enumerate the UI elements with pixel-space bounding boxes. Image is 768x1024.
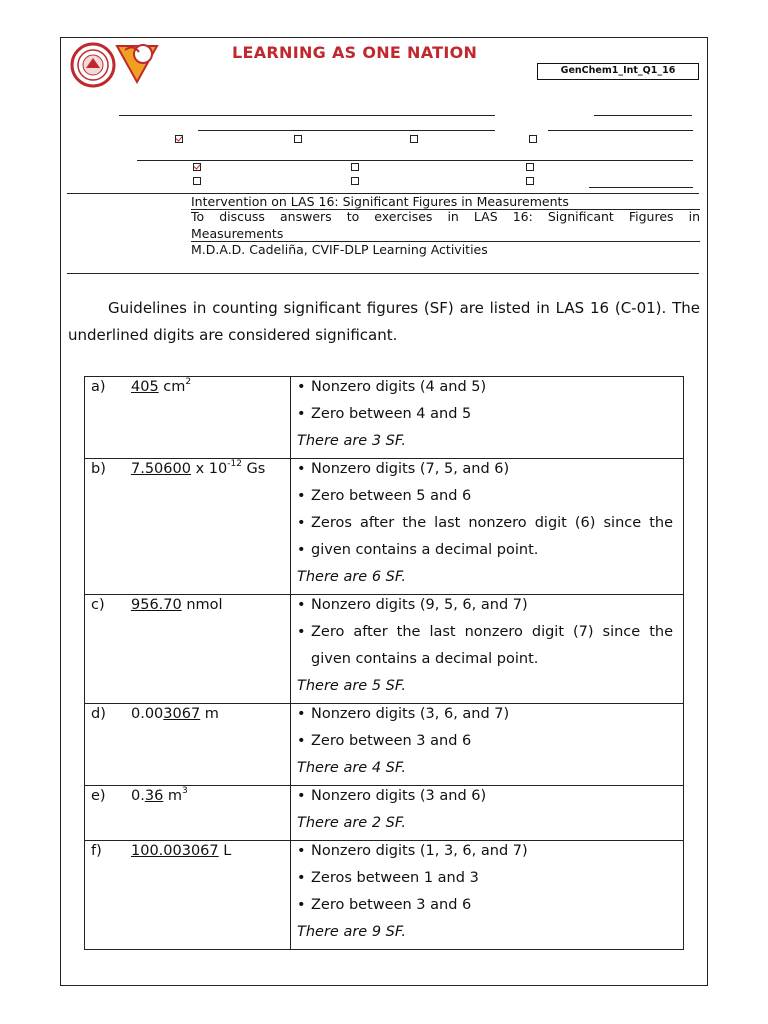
intro-paragraph: Guidelines in counting significant figures (SF) are listed in LAS 16 (C-01). The underlined digits are considered significant.: [68, 299, 700, 344]
table-text: [131, 786, 290, 813]
sf-total: There are 4 SF.: [297, 760, 406, 776]
significant-digits: 3067: [163, 706, 201, 722]
table-text: 0.00: [131, 706, 164, 722]
table-text: [85, 841, 290, 868]
table-text: [85, 595, 290, 622]
table-text: L: [218, 843, 232, 859]
sf-table: [84, 376, 684, 950]
document-code: GenChem1_Int_Q1_16: [537, 63, 699, 80]
table-row: [85, 595, 684, 704]
table-text: [131, 377, 290, 404]
exponent: -12: [227, 459, 242, 470]
table-text: Gs: [241, 461, 266, 477]
checkbox[interactable]: [351, 163, 359, 171]
table-text: [131, 595, 290, 622]
sf-reason: • Zeros after the last nonzero digit (6) since the: [297, 513, 673, 540]
table-cell: [291, 786, 684, 841]
exponent: 2: [185, 377, 192, 388]
checkbox[interactable]: [193, 163, 201, 171]
school-seal-logo: [70, 42, 116, 88]
table-cell: [85, 377, 291, 459]
table-cell: [291, 377, 684, 459]
checkbox[interactable]: [410, 135, 418, 143]
sf-reason: • Nonzero digits (3, 6, and 7): [297, 704, 673, 731]
sf-reason: • Zeros between 1 and 3: [297, 868, 673, 895]
table-text: [85, 786, 290, 813]
table-row: [85, 459, 684, 595]
table-cell: [85, 459, 291, 595]
sf-reason: • Zero after the last nonzero digit (7) since the: [297, 622, 673, 649]
table-text: [131, 704, 290, 731]
significant-digits: 100.003067: [131, 843, 219, 859]
table-cell: [291, 704, 684, 786]
form-line: [119, 115, 495, 116]
table-text: [131, 841, 290, 868]
table-text: m: [163, 788, 183, 804]
sf-total: There are 2 SF.: [297, 815, 406, 831]
table-text: [85, 459, 290, 486]
table-text: [85, 704, 290, 731]
form-line: [67, 273, 699, 274]
table-row: [85, 377, 684, 459]
form-line: [589, 187, 693, 188]
item-letter: c): [91, 597, 105, 613]
table-text: given contains a decimal point.: [311, 651, 539, 667]
lesson-title: Intervention on LAS 16: Significant Figures in Measurements: [191, 194, 569, 209]
lesson-objective: To discuss answers to exercises in LAS 16: Significant Figures in: [191, 209, 700, 224]
table-text: 0.: [131, 788, 145, 804]
form-line: [198, 130, 495, 131]
table-cell: [291, 595, 684, 704]
item-letter: b): [91, 461, 106, 477]
item-letter: e): [91, 788, 106, 804]
sf-reason: [297, 540, 673, 567]
checkbox[interactable]: [294, 135, 302, 143]
form-line: [548, 130, 693, 131]
lesson-reference: M.D.A.D. Cadeliña, CVIF-DLP Learning Activities: [191, 242, 488, 257]
sf-reason: • Zero between 4 and 5: [297, 404, 673, 431]
item-letter: f): [91, 843, 102, 859]
sf-reason: • Zero between 3 and 6: [297, 895, 673, 922]
exponent: 3: [182, 786, 188, 797]
table-cell: [291, 841, 684, 950]
lesson-objective-cont: Measurements: [191, 226, 284, 241]
item-letter: d): [91, 706, 106, 722]
sf-reason: • Zero between 5 and 6: [297, 486, 673, 513]
table-text: cm: [158, 379, 186, 395]
table-cell: [85, 595, 291, 704]
sf-reason: • Nonzero digits (3 and 6): [297, 786, 673, 813]
significant-digits: 7.50600: [131, 461, 191, 477]
table-cell: [85, 704, 291, 786]
cvif-dlp-logo: [113, 40, 161, 84]
sf-reason: • Nonzero digits (7, 5, and 6): [297, 459, 673, 486]
checkbox[interactable]: [193, 177, 201, 185]
table-cell: [85, 841, 291, 950]
significant-digits: 36: [144, 788, 164, 804]
sf-total: There are 9 SF.: [297, 924, 406, 940]
table-text: m: [200, 706, 219, 722]
sf-reason: • Nonzero digits (4 and 5): [297, 377, 673, 404]
form-line: [594, 115, 692, 116]
table-row: [85, 704, 684, 786]
page-title: LEARNING AS ONE NATION: [232, 43, 478, 62]
checkbox[interactable]: [351, 177, 359, 185]
sf-total: There are 6 SF.: [297, 569, 406, 585]
sf-reason: • Nonzero digits (1, 3, 6, and 7): [297, 841, 673, 868]
sf-reason: • Zero between 3 and 6: [297, 731, 673, 758]
significant-digits: 405: [131, 379, 159, 395]
checkbox[interactable]: [526, 163, 534, 171]
checkbox[interactable]: [529, 135, 537, 143]
table-text: given contains a decimal point.: [311, 542, 539, 558]
table-row: [85, 841, 684, 950]
sf-total: There are 3 SF.: [297, 433, 406, 449]
table-text: [85, 377, 290, 404]
significant-digits: 956.70: [131, 597, 182, 613]
checkbox[interactable]: [175, 135, 183, 143]
table-text: nmol: [181, 597, 223, 613]
table-text: [131, 459, 290, 486]
sf-reason: • Nonzero digits (9, 5, 6, and 7): [297, 595, 673, 622]
table-cell: [85, 786, 291, 841]
table-text: x 10: [190, 461, 228, 477]
table-cell: [291, 459, 684, 595]
checkbox[interactable]: [526, 177, 534, 185]
table-row: [85, 786, 684, 841]
form-line: [137, 160, 693, 161]
item-letter: a): [91, 379, 106, 395]
sf-total: There are 5 SF.: [297, 678, 406, 694]
